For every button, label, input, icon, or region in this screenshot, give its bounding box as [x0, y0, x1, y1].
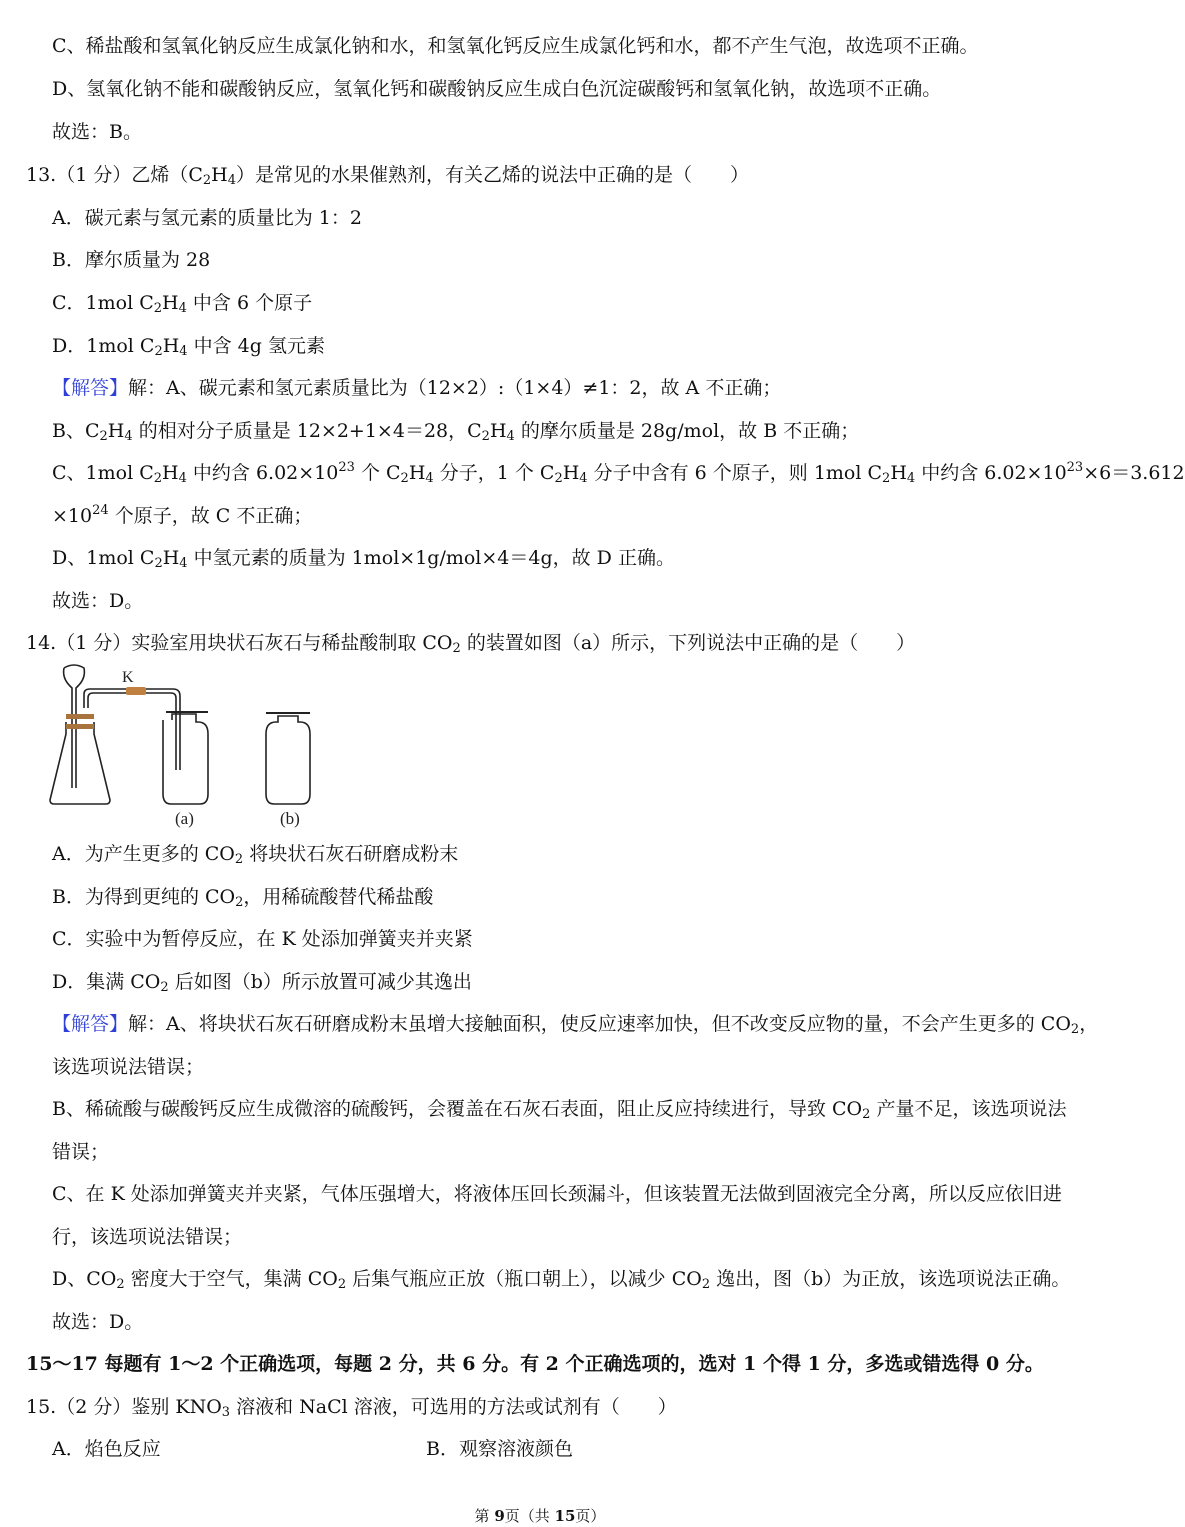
answer-14-line: 该选项说法错误；	[52, 1056, 205, 1078]
answer-14-line: 错误；	[52, 1141, 110, 1163]
answer-14-line: 行，该选项说法错误；	[52, 1226, 243, 1248]
option-14d: D．集满 $CO_2$ 后如图（b）所示放置可减少其逸出	[52, 971, 472, 995]
answer-14-line: C、在 K 处添加弹簧夹并夹紧，气体压强增大，将液体压回长颈漏斗，但该装置无法做到固液完全分离，所以反应依旧进	[52, 1183, 1062, 1205]
option-14a: A．为产生更多的 $CO_2$ 将块状石灰石研磨成粉末	[52, 843, 459, 867]
page-footer: 第 9页（共 15页）	[474, 1507, 606, 1525]
question-14: 14.（1 分）实验室用块状石灰石与稀盐酸制取 $CO_2$ 的装置如图（a）所示，下列说法中正确的是（ ）	[26, 632, 916, 656]
label-k: K	[122, 669, 134, 686]
answer-13-line: $\times 10^{24}$ 个原子，故 C 不正确；	[52, 503, 313, 527]
label-b: (b)	[280, 809, 300, 828]
option-15b: B．观察溶液颜色	[426, 1438, 573, 1460]
option-13b: B．摩尔质量为 28	[52, 249, 211, 271]
answer-13-line: B、$C_2H_4$ 的相对分子质量是 12×2+1×4＝28，$C_2H_4$ 的摩尔质量是 28g/mol，故 B 不正确；	[52, 420, 860, 444]
answer-13-line: 【解答】解：A、碳元素和氢元素质量比为（12×2）:（1×4）≠1：2，故 A 不正确；	[52, 377, 782, 399]
option-14b: B．为得到更纯的 $CO_2$，用稀硫酸替代稀盐酸	[52, 886, 434, 910]
label-a: (a)	[175, 809, 194, 828]
answer-13-line: 故选：D。	[52, 590, 144, 612]
text-line: 故选：B。	[52, 121, 142, 143]
answer-14-line: D、$CO_2$ 密度大于空气，集满 $CO_2$ 后集气瓶应正放（瓶口朝上），以减少 $CO_2$ 逸出，图（b）为正放，该选项说法正确。	[52, 1268, 1071, 1292]
option-13c: C．1mol $C_2H_4$ 中含 6 个原子	[52, 292, 313, 316]
question-13: 13.（1 分）乙烯$(C_2H_4)$是常见的水果催熟剂，有关乙烯的说法中正确的是（ ）	[26, 164, 750, 188]
apparatus-figure	[40, 660, 330, 835]
answer-14-line: B、稀硫酸与碳酸钙反应生成微溶的硫酸钙，会覆盖在石灰石表面，阻止反应持续进行，导致 $CO_2$ 产量不足，该选项说法	[52, 1098, 1067, 1122]
question-15: 15.（2 分）鉴别 $KNO_3$ 溶液和 NaCl 溶液，可选用的方法或试剂有（ ）	[26, 1396, 677, 1420]
option-14c: C．实验中为暂停反应，在 K 处添加弹簧夹并夹紧	[52, 928, 473, 950]
page-total: 15	[554, 1507, 576, 1525]
option-13d: D．1mol $C_2H_4$ 中含 4g 氢元素	[52, 335, 325, 359]
text-line: D、氢氧化钠不能和碳酸钠反应，氢氧化钙和碳酸钠反应生成白色沉淀碳酸钙和氢氧化钠，故选项不正确。	[52, 78, 942, 100]
option-13a: A．碳元素与氢元素的质量比为 1：2	[52, 207, 362, 229]
answer-tag: 【解答】	[52, 377, 129, 399]
page-number: 9	[494, 1507, 505, 1525]
text-line: C、稀盐酸和氢氧化钠反应生成氯化钠和水，和氢氧化钙反应生成氯化钙和水，都不产生气泡，故选项不正确。	[52, 35, 979, 57]
answer-13-line: C、1mol $C_2H_4$ 中约含 $6.02\times 10^{23}$ 个 $C_2H_4$ 分子，1 个 $C_2H_4$ 分子中含有 6 个原子，则 1mol $C_2H_4$ 中约含 $6.02\times 10^{23}\times 6=3.612$	[52, 460, 1185, 486]
answer-14-line: 故选：D。	[52, 1311, 144, 1333]
answer-13-line: D、1mol $C_2H_4$ 中氢元素的质量为 1mol×1g/mol×4＝4g，故 D 正确。	[52, 547, 675, 571]
option-15a: A．焰色反应	[52, 1438, 161, 1460]
answer-tag: 【解答】	[52, 1013, 129, 1035]
section-heading: 15～17 每题有 1～2 个正确选项，每题 2 分，共 6 分。有 2 个正确选项的，选对 1 个得 1 分，多选或错选得 0 分。	[26, 1353, 1044, 1375]
answer-14-line: 【解答】解：A、将块状石灰石研磨成粉末虽增大接触面积，使反应速率加快，但不改变反应物的量，不会产生更多的 $CO_2$，	[52, 1013, 1099, 1037]
